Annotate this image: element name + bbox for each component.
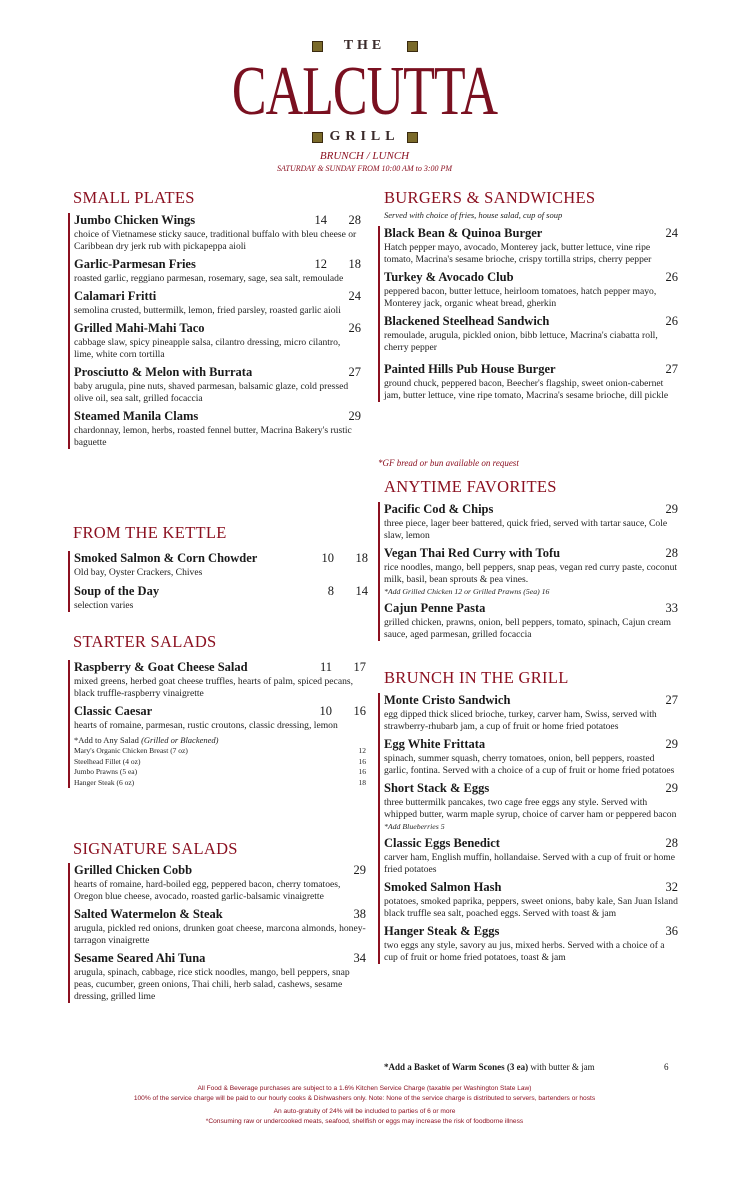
item-description: peppered bacon, butter lettuce, heirloom tomatoes, hatch pepper mayo, Monterey jack, organic wheat bread, gherkin xyxy=(384,286,657,309)
section-title-kettle: FROM THE KETTLE xyxy=(73,523,227,542)
item-price: 26 xyxy=(348,321,361,335)
item-description: remoulade, arugula, pickled onion, bibb lettuce, Macrina's ciabatta roll, cherry pepper xyxy=(384,330,658,353)
item-price: 29 xyxy=(348,409,361,423)
menu-item xyxy=(74,551,368,579)
anytime-list xyxy=(378,502,678,641)
item-price: 29 xyxy=(353,863,366,877)
menu-item xyxy=(384,502,678,542)
item-description: grilled chicken, prawns, onion, bell peppers, tomato, spinach, Cajun cream sauce, aged parmesan, grilled focaccia xyxy=(384,617,671,640)
addon-label: *Add to Any Salad xyxy=(74,735,139,745)
menu-item xyxy=(74,907,366,947)
section-title-brunch: BRUNCH IN THE GRILL xyxy=(384,668,569,687)
item-price-small: 10 xyxy=(321,551,334,565)
item-price: 34 xyxy=(353,951,366,965)
item-description: choice of Vietnamese sticky sauce, traditional buffalo with bleu cheese or Caribbean dry jerk rub with pickapeppa aioli xyxy=(74,229,357,252)
menu-item xyxy=(74,863,366,903)
item-description: carver ham, English muffin, hollandaise. Served with a cup of fruit or home fried potatoes xyxy=(384,852,676,875)
addon-price: 18 xyxy=(358,777,366,787)
item-price: 29 xyxy=(665,737,678,751)
item-name: Smoked Salmon Hash xyxy=(384,880,502,894)
item-name: Monte Cristo Sandwich xyxy=(384,693,511,707)
gf-note: *GF bread or bun available on request xyxy=(378,458,519,468)
menu-item xyxy=(384,546,678,597)
logo-the: THE xyxy=(343,38,386,53)
item-price: 29 xyxy=(665,502,678,516)
item-name: Jumbo Chicken Wings xyxy=(74,213,196,227)
addon-row xyxy=(74,778,366,789)
footer-line: *Consuming raw or undercooked meats, seafood, shellfish or eggs may increase the risk of foodborne illness xyxy=(205,1118,524,1125)
item-name: Classic Caesar xyxy=(74,704,153,718)
menu-item xyxy=(384,226,678,266)
section-title-starter-salads: STARTER SALADS xyxy=(73,632,217,651)
addon-row xyxy=(74,746,366,757)
section-title-signature-salads: SIGNATURE SALADS xyxy=(73,839,238,858)
addon-name: Steelhead Fillet (4 oz) xyxy=(74,756,141,766)
addon-name: Mary's Organic Chicken Breast (7 oz) xyxy=(74,746,188,755)
item-price-large: 16 xyxy=(353,704,366,718)
menu-item xyxy=(384,781,678,832)
item-note: *Add Blueberries 5 xyxy=(384,822,445,831)
item-price-small: 8 xyxy=(327,584,334,598)
menu-item xyxy=(384,601,678,641)
item-name: Hanger Steak & Eggs xyxy=(384,924,500,938)
menu-item xyxy=(74,365,361,405)
item-price-large: 28 xyxy=(348,213,361,227)
scone-addon-label: *Add a Basket of Warm Scones (3 ea) xyxy=(384,1062,529,1072)
item-description: potatoes, smoked paprika, peppers, sweet onions, baby kale, San Juan Island black truffle sea salt, poached eggs. Served with toast & jam xyxy=(384,896,678,919)
section-title-small-plates: SMALL PLATES xyxy=(73,188,195,207)
item-name: Prosciutto & Melon with Burrata xyxy=(74,365,253,379)
scone-addon-rest: with butter & jam xyxy=(528,1062,595,1072)
item-name: Salted Watermelon & Steak xyxy=(74,907,223,921)
item-name: Soup of the Day xyxy=(74,584,160,598)
item-name: Painted Hills Pub House Burger xyxy=(384,362,556,376)
addon-note: (Grilled or Blackened) xyxy=(141,735,219,745)
menu-item xyxy=(74,321,361,361)
addon-price: 16 xyxy=(358,756,366,766)
item-price: 24 xyxy=(665,226,678,240)
item-name: Pacific Cod & Chips xyxy=(384,502,494,516)
item-name: Blackened Steelhead Sandwich xyxy=(384,314,550,328)
item-name: Vegan Thai Red Curry with Tofu xyxy=(384,546,561,560)
menu-item xyxy=(74,409,361,449)
item-price: 29 xyxy=(665,781,678,795)
menu-item xyxy=(384,314,678,354)
menu-item xyxy=(74,584,368,612)
footer-line: An auto-gratuity of 24% will be included to parties of 6 or more xyxy=(273,1108,456,1115)
menu-item xyxy=(384,362,678,402)
item-price: 27 xyxy=(665,693,678,707)
item-description: spinach, summer squash, cherry tomatoes, onion, bell peppers, roasted garlic, fontina. Served with a choice of a cup of fruit or home fried potatoes xyxy=(384,753,675,776)
item-name: Classic Eggs Benedict xyxy=(384,836,500,850)
item-price-large: 14 xyxy=(355,584,368,598)
menu-subtitle: BRUNCH / LUNCH xyxy=(319,150,410,162)
menu-item xyxy=(384,836,678,876)
item-price: 27 xyxy=(665,362,678,376)
section-title-anytime: ANYTIME FAVORITES xyxy=(384,477,557,496)
item-price: 33 xyxy=(665,601,678,615)
salad-addon-header xyxy=(74,735,366,746)
item-description: hearts of romaine, parmesan, rustic croutons, classic dressing, lemon xyxy=(74,720,338,731)
menu-item xyxy=(384,693,678,733)
kettle-list xyxy=(68,551,368,612)
item-name: Smoked Salmon & Corn Chowder xyxy=(74,551,258,565)
item-description: baby arugula, pine nuts, shaved parmesan, balsamic glaze, cold pressed olive oil, sea salt, grilled focaccia xyxy=(74,381,349,404)
item-description: Old bay, Oyster Crackers, Chives xyxy=(74,567,203,578)
item-description: arugula, pickled red onions, drunken goat cheese, marcona almonds, honey-tarragon vinaigrette xyxy=(74,923,366,946)
item-name: Grilled Chicken Cobb xyxy=(74,863,193,877)
logo-name: CALCUTTA xyxy=(231,53,498,131)
item-description: mixed greens, herbed goat cheese truffles, hearts of palm, spiced pecans, black truffle-raspberry vinaigrette xyxy=(74,676,354,699)
menu-item xyxy=(384,880,678,920)
item-price-small: 11 xyxy=(319,660,332,674)
scone-addon-price: 6 xyxy=(664,1062,669,1072)
addon-row xyxy=(74,767,366,778)
item-price: 28 xyxy=(665,836,678,850)
footer-line: 100% of the service charge will be paid to our hourly cooks & Dishwashers only. Note: None of the service charge is distributed to servers, bartenders or hosts xyxy=(133,1095,596,1102)
item-price: 38 xyxy=(353,907,366,921)
item-price: 24 xyxy=(348,289,361,303)
menu-item xyxy=(74,704,366,732)
signature-salads-list xyxy=(68,863,366,1003)
menu-hours: SATURDAY & SUNDAY FROM 10:00 AM to 3:00 PM xyxy=(276,164,453,173)
addon-name: Jumbo Prawns (5 ea) xyxy=(74,767,138,776)
item-price: 28 xyxy=(665,546,678,560)
addon-row xyxy=(74,757,366,768)
addon-price: 16 xyxy=(358,767,366,776)
item-price-small: 12 xyxy=(314,257,327,271)
brunch-list xyxy=(378,693,678,964)
item-name: Raspberry & Goat Cheese Salad xyxy=(74,660,248,674)
item-description: arugula, spinach, cabbage, rice stick noodles, mango, bell peppers, snap peas, cucumber, green onions, Thai chili, herb salad, cashews, sesame dressing, grilled lime xyxy=(74,967,350,1002)
item-name: Turkey & Avocado Club xyxy=(384,270,514,284)
item-name: Grilled Mahi-Mahi Taco xyxy=(74,321,205,335)
item-description: selection varies xyxy=(74,600,134,611)
item-price: 26 xyxy=(665,314,678,328)
footer-line: All Food & Beverage purchases are subject to a 1.6% Kitchen Service Charge (taxable per Washington State Law) xyxy=(197,1085,532,1092)
item-name: Steamed Manila Clams xyxy=(74,409,199,423)
burgers-list xyxy=(378,226,678,402)
item-description: three buttermilk pancakes, two cage free eggs any style. Served with whipped butter, warm maple syrup, choice of carver ham or peppered bacon xyxy=(384,797,677,820)
burgers-subtitle: Served with choice of fries, house salad, cup of soup xyxy=(384,210,563,220)
menu-item xyxy=(74,660,366,700)
menu-item xyxy=(74,257,361,285)
item-description: ground chuck, peppered bacon, Beecher's flagship, sweet onion-cabernet jam, butter lettuce, vine ripe tomato, Macrina's sesame brioche, dill pickle xyxy=(384,378,669,401)
scone-addon xyxy=(384,1062,595,1072)
item-description: three piece, lager beer battered, quick fried, served with tartar sauce, Cole slaw, lemon xyxy=(384,518,668,541)
item-name: Short Stack & Eggs xyxy=(384,781,490,795)
item-price: 26 xyxy=(665,270,678,284)
item-name: Black Bean & Quinoa Burger xyxy=(384,226,543,240)
item-note: *Add Grilled Chicken 12 or Grilled Prawns (5ea) 16 xyxy=(384,587,550,596)
item-price: 36 xyxy=(665,924,678,938)
menu-item xyxy=(384,737,678,777)
menu-item xyxy=(384,270,678,310)
logo-grill: GRILL xyxy=(329,129,400,144)
item-description: cabbage slaw, spicy pineapple salsa, cilantro dressing, micro cilantro, lime, white corn tortilla xyxy=(74,337,341,360)
item-price-large: 18 xyxy=(355,551,368,565)
menu-item xyxy=(384,924,678,964)
starter-salads-list xyxy=(68,660,366,788)
menu-item xyxy=(74,213,361,253)
item-description: roasted garlic, reggiano parmesan, rosemary, sage, sea salt, remoulade xyxy=(74,273,344,284)
item-description: rice noodles, mango, bell peppers, snap peas, vegan red curry paste, coconut milk, basil, bean sprouts & pea vines. xyxy=(384,562,678,585)
item-price-small: 14 xyxy=(314,213,327,227)
item-name: Egg White Frittata xyxy=(384,737,486,751)
item-price: 27 xyxy=(348,365,361,379)
item-price-large: 18 xyxy=(348,257,361,271)
item-description: hearts of romaine, hard-boiled egg, peppered bacon, cherry tomatoes, Oregon blue cheese, avocado, roasted garlic-balsamic vinaigrette xyxy=(74,879,341,902)
section-title-burgers: BURGERS & SANDWICHES xyxy=(384,188,596,207)
item-description: egg dipped thick sliced brioche, turkey, carver ham, Swiss, served with strawberry-rhubarb jam, a cup of fruit or home fried potatoes xyxy=(384,709,657,732)
menu-item xyxy=(74,951,366,1003)
item-name: Sesame Seared Ahi Tuna xyxy=(74,951,206,965)
item-price-small: 10 xyxy=(319,704,332,718)
item-description: Hatch pepper mayo, avocado, Monterey jack, butter lettuce, vine ripe tomato, Macrina's sesame brioche, crispy tortilla strips, cherry pepper xyxy=(384,242,652,265)
item-price-large: 17 xyxy=(353,660,366,674)
item-description: two eggs any style, savory au jus, mixed herbs. Served with a choice of a cup of fruit or home fried potatoes, toast & jam xyxy=(384,940,665,963)
item-description: semolina crusted, buttermilk, lemon, fried parsley, roasted garlic aioli xyxy=(74,305,341,316)
item-name: Cajun Penne Pasta xyxy=(384,601,486,615)
menu-item xyxy=(74,289,361,317)
small-plates-list xyxy=(68,213,361,449)
addon-price: 12 xyxy=(358,746,366,755)
item-name: Calamari Fritti xyxy=(74,289,157,303)
addon-name: Hanger Steak (6 oz) xyxy=(74,777,135,787)
item-price: 32 xyxy=(665,880,678,894)
item-description: chardonnay, lemon, herbs, roasted fennel butter, Macrina Bakery's rustic baguette xyxy=(74,425,352,448)
item-name: Garlic-Parmesan Fries xyxy=(74,257,196,271)
